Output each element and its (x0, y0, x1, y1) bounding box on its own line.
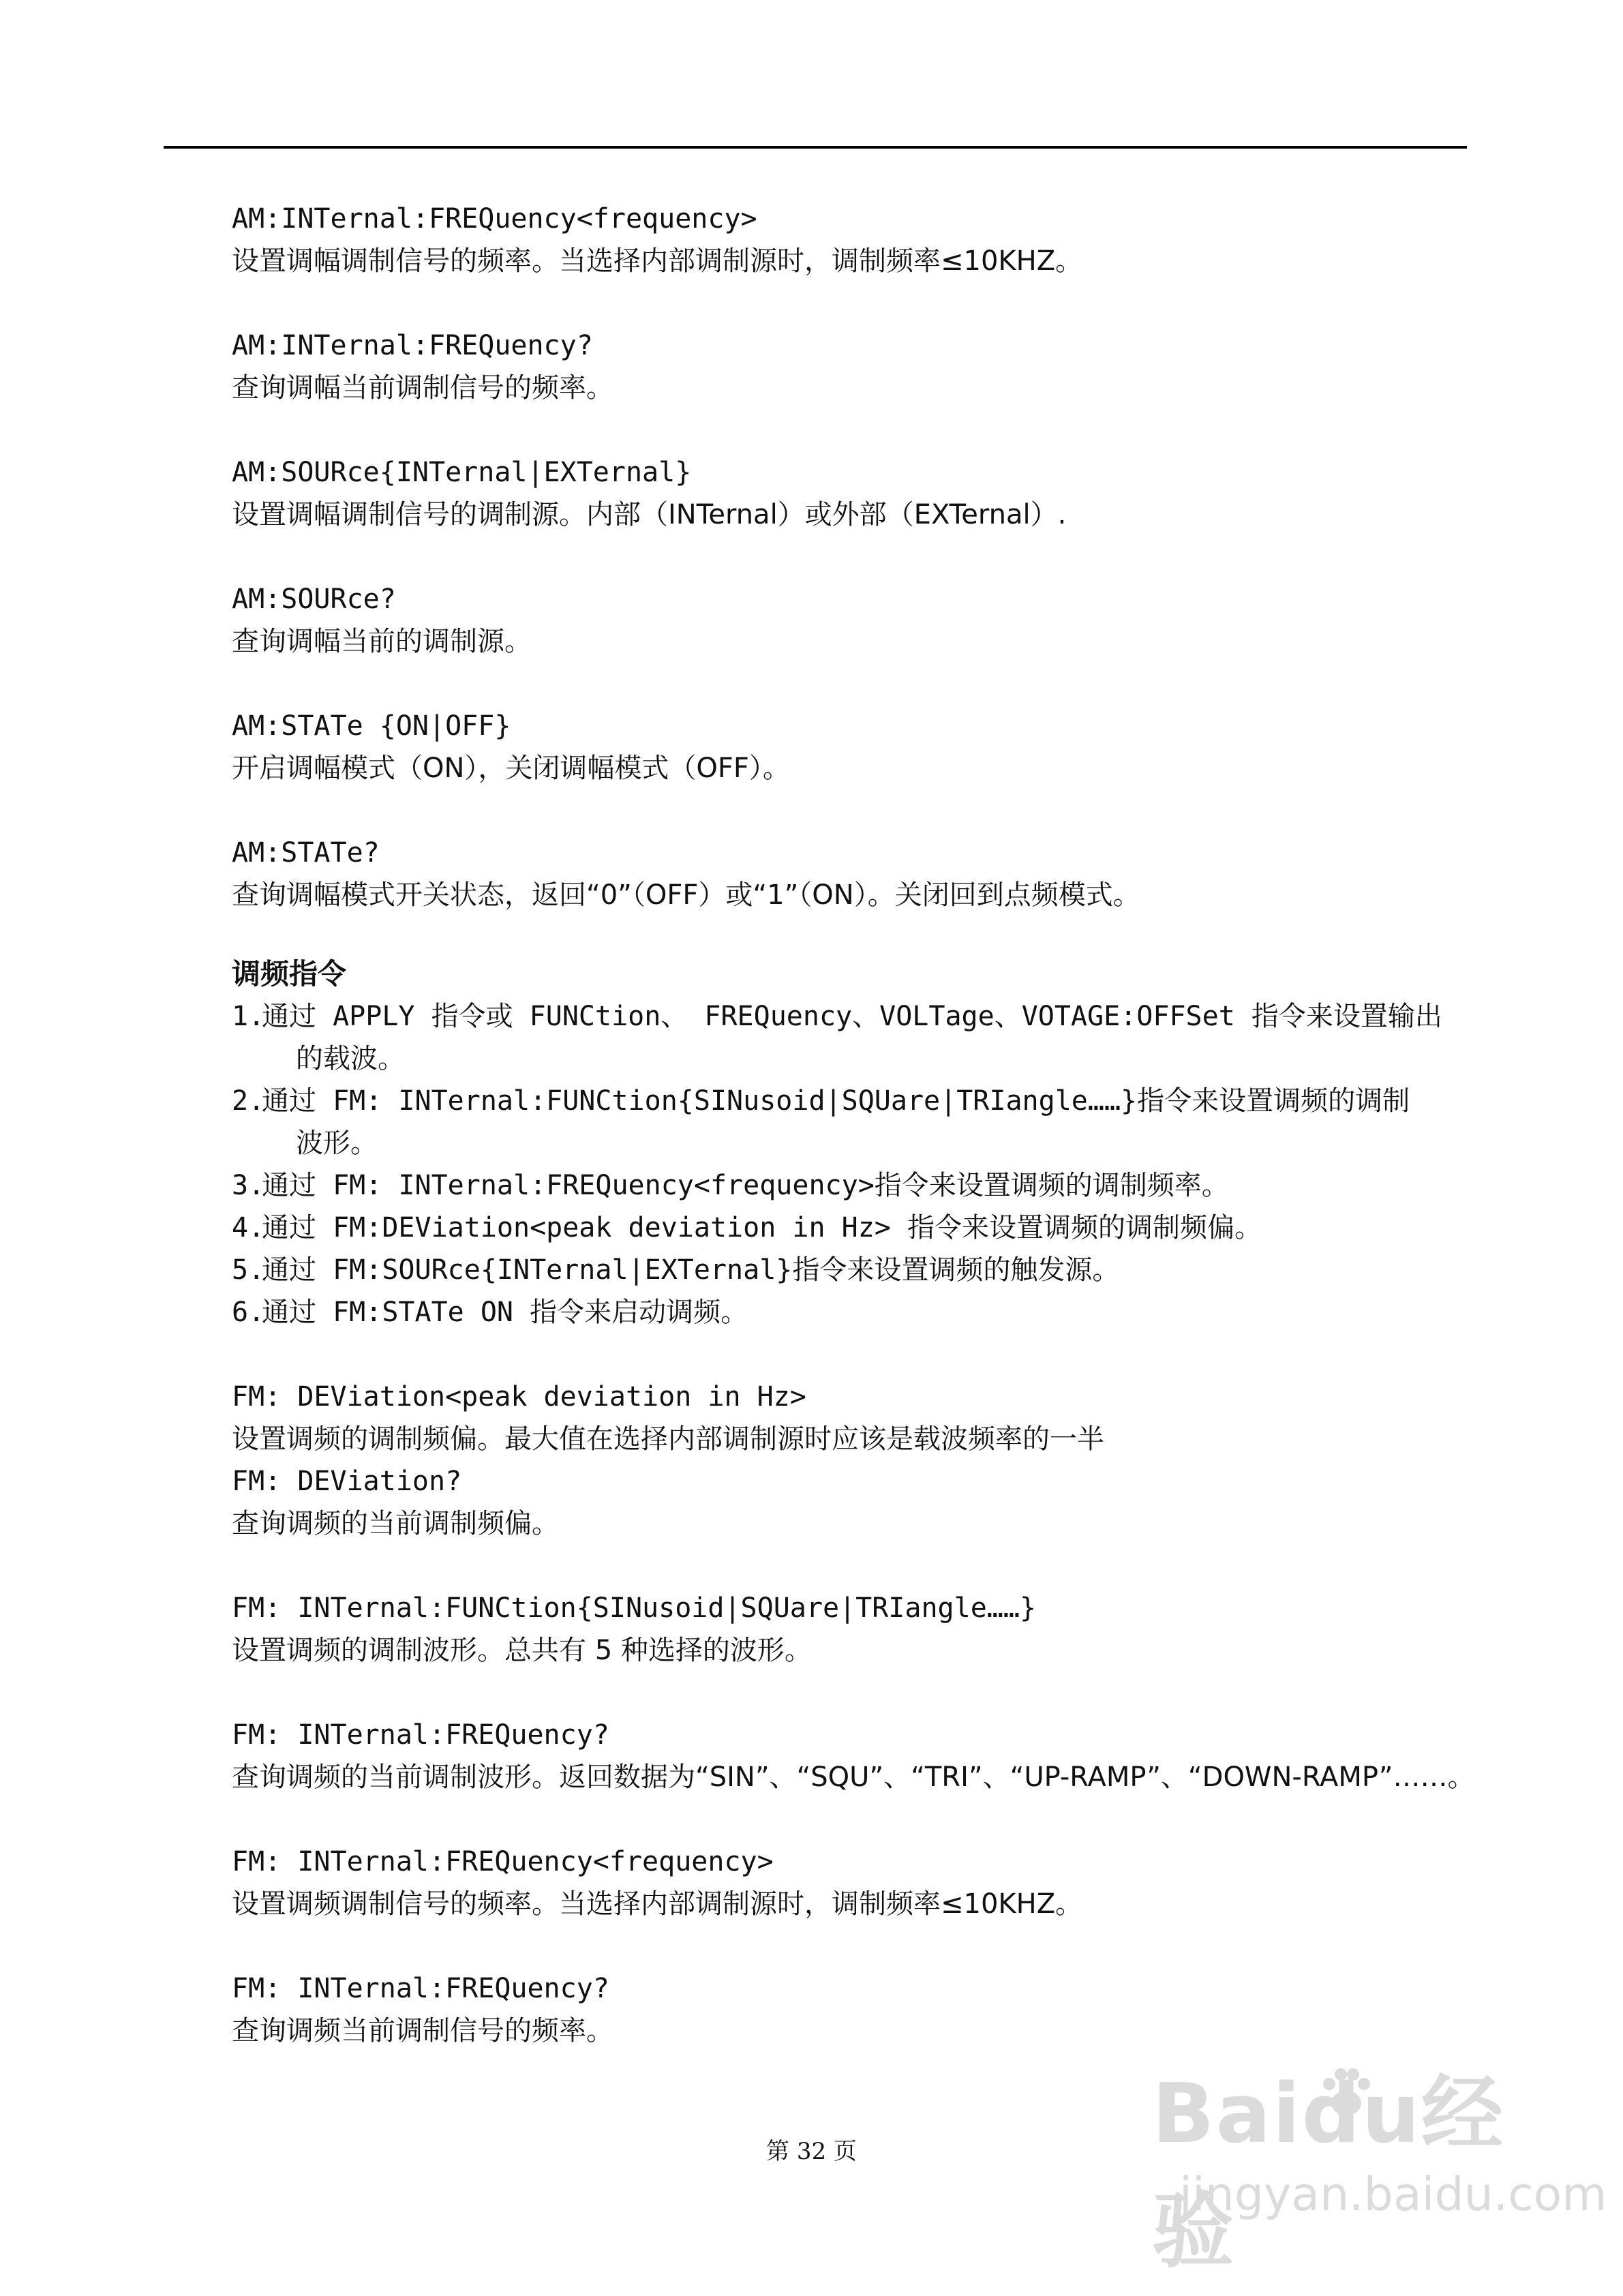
list-item: 6.通过 FM:STATe ON 指令来启动调频。 (232, 1297, 748, 1328)
command-text: AM:STATe {ON|OFF} (232, 710, 511, 742)
list-item: 5.通过 FM:SOURce{INTernal|EXTernal}指令来设置调频的触发源。 (232, 1254, 1120, 1286)
list-item: 3.通过 FM: INTernal:FREQuency<frequency>指令来设置调频的调制频率。 (232, 1170, 1229, 1201)
am-int-freq-set-entry (232, 198, 1472, 282)
command-description: 开启调幅模式（ON），关闭调幅模式（OFF）。 (232, 753, 790, 784)
page-content (232, 198, 1475, 2094)
command-text: AM:SOURce{INTernal|EXTernal} (232, 457, 692, 488)
list-item: 4.通过 FM:DEViation<peak deviation in Hz> 指令来设置调频的调制频偏。 (232, 1212, 1262, 1243)
fm-section-heading: 调频指令 (232, 957, 347, 991)
command-text: FM: DEViation? (232, 1466, 462, 1497)
command-text: FM: INTernal:FREQuency<frequency> (232, 1846, 774, 1877)
command-description: 查询调幅当前的调制源。 (232, 626, 532, 657)
command-description: 查询调幅当前调制信号的频率。 (232, 372, 613, 404)
command-text: FM: INTernal:FREQuency? (232, 1719, 609, 1751)
baidu-watermark (1152, 2049, 1607, 2279)
am-state-query-entry (232, 832, 1472, 916)
fm-deviation-entry (232, 1376, 1472, 1545)
command-text: AM:INTernal:FREQuency<frequency> (232, 203, 757, 235)
fm-int-func-entry (232, 1587, 1472, 1672)
am-source-query-entry (232, 578, 1472, 663)
fm-int-freq-query-entry (232, 1714, 1475, 1798)
paw-icon (1316, 2062, 1377, 2124)
header-rule (164, 146, 1467, 149)
command-text: AM:SOURce? (232, 584, 396, 615)
watermark-brand: Baidu经验 (1152, 2067, 1504, 2279)
command-text: FM: INTernal:FUNCtion{SINusoid|SQUare|TRIangle……} (232, 1592, 1037, 1624)
am-state-set-entry (232, 705, 1472, 789)
fm-int-freq-set-entry (232, 1841, 1472, 1925)
command-text: FM: DEViation<peak deviation in Hz> (232, 1381, 806, 1413)
command-description: 设置调频调制信号的频率。当选择内部调制源时，调制频率≤10KHZ。 (232, 1888, 1083, 1920)
command-description: 设置调频的调制频偏。最大值在选择内部调制源时应该是载波频率的一半 (232, 1423, 1104, 1455)
command-description: 设置调频的调制波形。总共有 5 种选择的波形。 (232, 1635, 812, 1666)
am-int-freq-query-entry (232, 324, 1472, 409)
command-description: 查询调频的当前调制频偏。 (232, 1508, 559, 1539)
watermark-url: jingyan.baidu.com (1179, 2168, 1607, 2222)
command-description: 设置调幅调制信号的频率。当选择内部调制源时，调制频率≤10KHZ。 (232, 245, 1083, 277)
command-description: 查询调频当前调制信号的频率。 (232, 2015, 613, 2046)
command-text: FM: INTernal:FREQuency? (232, 1973, 609, 2004)
am-source-set-entry (232, 451, 1472, 536)
command-description: 查询调幅模式开关状态，返回“0”（OFF）或“1”（ON）。关闭回到点频模式。 (232, 879, 1140, 911)
command-description: 设置调幅调制信号的调制源。内部（INTernal）或外部（EXTernal）. (232, 499, 1067, 530)
command-text: AM:INTernal:FREQuency? (232, 330, 593, 361)
list-item: 2.通过 FM: INTernal:FUNCtion{SINusoid|SQUare|TRIangle……}指令来设置调频的调制 波形。 (232, 1085, 1410, 1159)
page-number: 第 32 页 (766, 2138, 857, 2165)
command-description: 查询调频的当前调制波形。返回数据为“SIN”、“SQU”、“TRI”、“UP-RAMP”、“DOWN-RAMP”……。 (232, 1762, 1475, 1793)
fm-steps-list (232, 995, 1472, 1333)
fm-int-freq-query2-entry (232, 1967, 1472, 2052)
command-text: AM:STATe? (232, 837, 380, 868)
list-item: 1.通过 APPLY 指令或 FUNCtion、 FREQuency、VOLTage、VOTAGE:OFFSet 指令来设置输出 的载波。 (232, 1001, 1442, 1074)
